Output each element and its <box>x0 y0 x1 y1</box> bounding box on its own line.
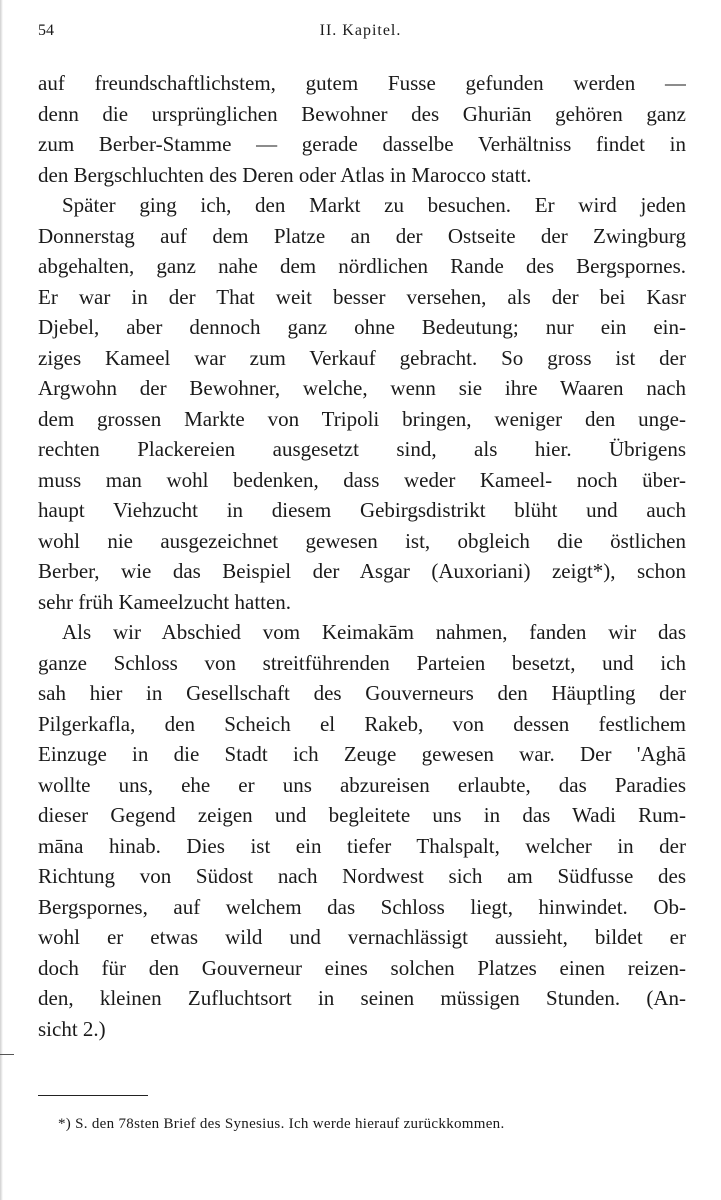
body-text <box>38 68 686 1044</box>
text-line: wohl er etwas wild und vernachlässigt aussieht, bildet er <box>38 925 686 949</box>
scan-shadow <box>0 0 3 1200</box>
text-line: wollte uns, ehe er uns abzureisen erlaubte, das Paradies <box>38 772 686 797</box>
chapter-title: II. Kapitel. <box>319 22 402 39</box>
text-line: ganze Schloss von streitführenden Parteien besetzt, und ich <box>38 650 686 675</box>
text-line: sah hier in Gesellschaft des Gouverneurs den Häuptling der <box>38 681 686 705</box>
text-line: dieser Gegend zeigen und begleitete uns in das Wadi Rum- <box>38 803 686 827</box>
text-line: Einzuge in die Stadt ich Zeuge gewesen war. Der 'Aghā <box>38 742 686 766</box>
text-line: haupt Viehzucht in diesem Gebirgsdistrikt blüht und auch <box>38 498 686 522</box>
footnote: *) S. den 78sten Brief des Synesius. Ich werde hierauf zurückkommen. <box>58 1116 505 1132</box>
text-line: denn die ursprünglichen Bewohner des Ghuriān gehören ganz <box>38 101 686 126</box>
text-line: rechten Plackereien ausgesetzt sind, als hier. Übrigens <box>38 437 686 461</box>
text-line: Richtung von Südost nach Nordwest sich am Südfusse des <box>38 864 686 888</box>
text-line: Später ging ich, den Markt zu besuchen. Er wird jeden <box>62 193 686 217</box>
text-line: Als wir Abschied vom Keimakām nahmen, fanden wir das <box>62 620 686 644</box>
text-line: māna hinab. Dies ist ein tiefer Thalspalt, welcher in der <box>38 833 686 858</box>
text-line: ziges Kameel war zum Verkauf gebracht. So gross ist der <box>38 345 686 370</box>
text-line: Pilgerkafla, den Scheich el Rakeb, von dessen festlichem <box>38 711 686 736</box>
page-number: 54 <box>38 22 54 39</box>
text-line: wohl nie ausgezeichnet gewesen ist, obgleich die östlichen <box>38 528 686 553</box>
text-line: Er war in der That weit besser versehen, als der bei Kasr <box>38 284 686 309</box>
text-line: den Bergschluchten des Deren oder Atlas in Marocco statt. <box>38 162 532 187</box>
text-line: doch für den Gouverneur eines solchen Platzes einen reizen- <box>38 955 686 980</box>
text-line: Donnerstag auf dem Platze an der Ostseite der Zwingburg <box>38 223 686 248</box>
text-line: Bergspornes, auf welchem das Schloss liegt, hinwindet. Ob- <box>38 894 686 919</box>
text-line: sehr früh Kameelzucht hatten. <box>38 589 292 614</box>
text-line: den, kleinen Zufluchtsort in seinen müssigen Stunden. (An- <box>38 986 686 1010</box>
text-line: Berber, wie das Beispiel der Asgar (Auxoriani) zeigt*), schon <box>38 559 686 583</box>
text-line: Djebel, aber dennoch ganz ohne Bedeutung; nur ein ein- <box>38 315 686 339</box>
running-header <box>38 22 683 48</box>
footnote-rule <box>38 1095 148 1096</box>
text-line: muss man wohl bedenken, dass weder Kameel- noch über- <box>38 467 686 492</box>
margin-pencil-mark <box>0 1054 14 1055</box>
text-line: Argwohn der Bewohner, welche, wenn sie ihre Waaren nach <box>38 376 686 400</box>
text-line: zum Berber-Stamme — gerade dasselbe Verhältniss findet in <box>38 132 686 156</box>
text-line: auf freundschaftlichstem, gutem Fusse gefunden werden — <box>38 71 686 95</box>
text-line: dem grossen Markte von Tripoli bringen, weniger den unge- <box>38 406 686 431</box>
text-line: sicht 2.) <box>38 1016 106 1041</box>
text-line: abgehalten, ganz nahe dem nördlichen Rande des Bergspornes. <box>38 254 686 278</box>
